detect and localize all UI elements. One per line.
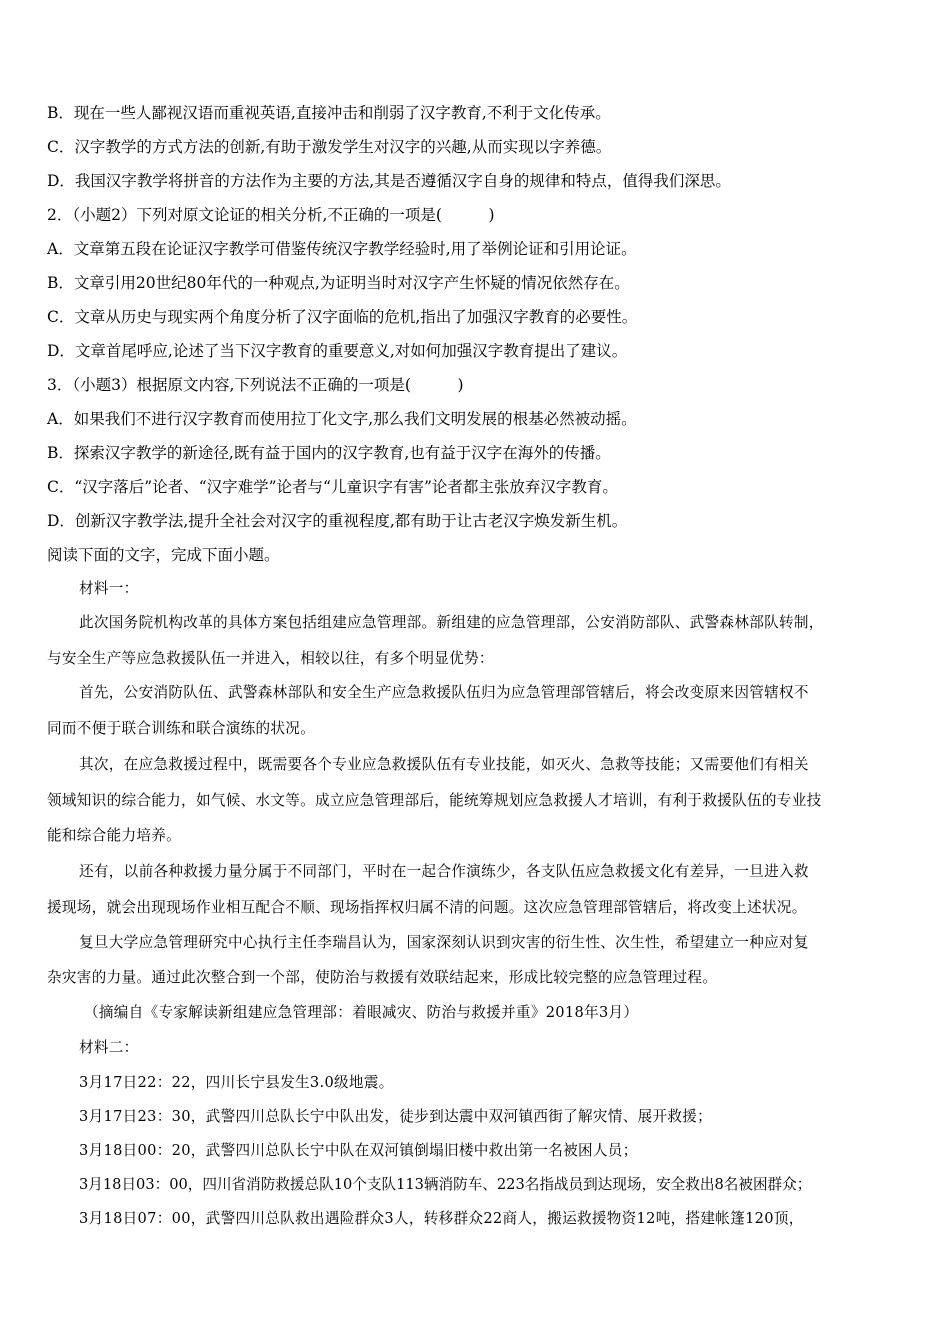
question-3-stem: 3．（小题3）根据原文内容,下列说法不正确的一项是( ) [47, 376, 464, 394]
timeline-entry: 3月18日00：20，武警四川总队长宁中队在双河镇倒塌旧楼中救出第一名被困人员； [79, 1142, 638, 1159]
material-1-para-2: 首先，公安消防队伍、武警森林部队和安全生产应急救援队伍归为应急管理部管辖后，将会改变原来因管辖权不 [79, 684, 809, 701]
material-1-source: （摘编自《专家解读新组建应急管理部：着眼减灾、防治与救援并重》2018年3月） [84, 1004, 639, 1021]
material-1-para-5-cont: 杂灾害的力量。通过此次整合到一个部，使防治与救援有效联结起来，形成比较完整的应急管理过程。 [47, 969, 718, 986]
material-1-para-5: 复旦大学应急管理研究中心执行主任李瑞昌认为，国家深刻认识到灾害的衍生性、次生性，希望建立一种应对复 [79, 934, 809, 951]
material-1-para-4: 还有，以前各种救援力量分属于不同部门，平时在一起合作演练少，各支队伍应急救援文化有差异，一旦进入救 [79, 863, 809, 880]
option-a-q3: A．如果我们不进行汉字教育而使用拉丁化文字,那么我们文明发展的根基必然被动摇。 [47, 410, 637, 428]
timeline-entry: 3月18日07：00，武警四川总队救出遇险群众3人，转移群众22商人，搬运救援物资12吨，搭建帐篷120顶， [79, 1210, 804, 1227]
material-1-para-1-cont: 与安全生产等应急救援队伍一并进入，相较以往，有多个明显优势： [47, 650, 494, 667]
material-1-para-3-cont: 领域知识的综合能力，如气候、水文等。成立应急管理部后，能统筹规划应急救援人才培训，有利于救援队伍的专业技 [47, 792, 822, 809]
material-1-para-3-end: 能和综合能力培养。 [47, 827, 182, 844]
timeline-entry: 3月18日03：00，四川省消防救援总队10个支队113辆消防车、223名指战员到达现场，安全救出8名被困群众； [79, 1176, 812, 1193]
material-1-para-3: 其次，在应急救援过程中，既需要各个专业应急救援队伍有专业技能，如灭火、急救等技能；又需要他们有相关 [79, 756, 809, 773]
material-1-heading: 材料一： [79, 580, 139, 597]
option-d-q1: D．我国汉字教学将拼音的方法作为主要的方法,其是否遵循汉字自身的规律和特点，值得我们深思。 [47, 172, 731, 190]
option-c-q1: C．汉字教学的方式方法的创新,有助于激发学生对汉字的兴趣,从而实现以字养德。 [47, 138, 612, 156]
material-1-para-2-cont: 同而不便于联合训练和联合演练的状况。 [47, 720, 316, 737]
material-1-para-1: 此次国务院机构改革的具体方案包括组建应急管理部。新组建的应急管理部，公安消防部队、武警森林部队转制， [79, 614, 824, 631]
material-2-heading: 材料二： [79, 1039, 139, 1056]
option-b-q1: B．现在一些人鄙视汉语而重视英语,直接冲击和削弱了汉字教育,不利于文化传承。 [47, 104, 611, 122]
option-a-q2: A．文章第五段在论证汉字教学可借鉴传统汉字教学经验时,用了举例论证和引用论证。 [47, 240, 637, 258]
option-c-q2: C．文章从历史与现实两个角度分析了汉字面临的危机,指出了加强汉字教育的必要性。 [47, 308, 638, 326]
timeline-entry: 3月17日22：22，四川长宁县发生3.0级地震。 [79, 1074, 394, 1091]
option-b-q3: B．探索汉字教学的新途径,既有益于国内的汉字教育,也有益于汉字在海外的传播。 [47, 444, 611, 462]
option-d-q3: D．创新汉字教学法,提升全社会对汉字的重视程度,都有助于让古老汉字焕发新生机。 [47, 512, 628, 530]
timeline-entry: 3月17日23：30，武警四川总队长宁中队出发，徒步到达震中双河镇西街了解灾情、展开救援； [79, 1108, 713, 1125]
option-c-q3: C．“汉字落后”论者、“汉字难学”论者与“儿童识字有害”论者都主张放弃汉字教育。 [47, 478, 618, 496]
question-2-stem: 2．（小题2）下列对原文论证的相关分析,不正确的一项是( ) [47, 206, 495, 224]
option-d-q2: D．文章首尾呼应,论述了当下汉字教育的重要意义,对如何加强汉字教育提出了建议。 [47, 342, 628, 360]
material-1-para-4-cont: 援现场，就会出现现场作业相互配合不顺、现场指挥权归属不清的问题。这次应急管理部管辖后，将改变上述状况。 [47, 899, 807, 916]
option-b-q2: B．文章引用20世纪80年代的一种观点,为证明当时对汉字产生怀疑的情况依然存在。 [47, 274, 630, 292]
reading-instruction: 阅读下面的文字，完成下面小题。 [47, 546, 280, 564]
